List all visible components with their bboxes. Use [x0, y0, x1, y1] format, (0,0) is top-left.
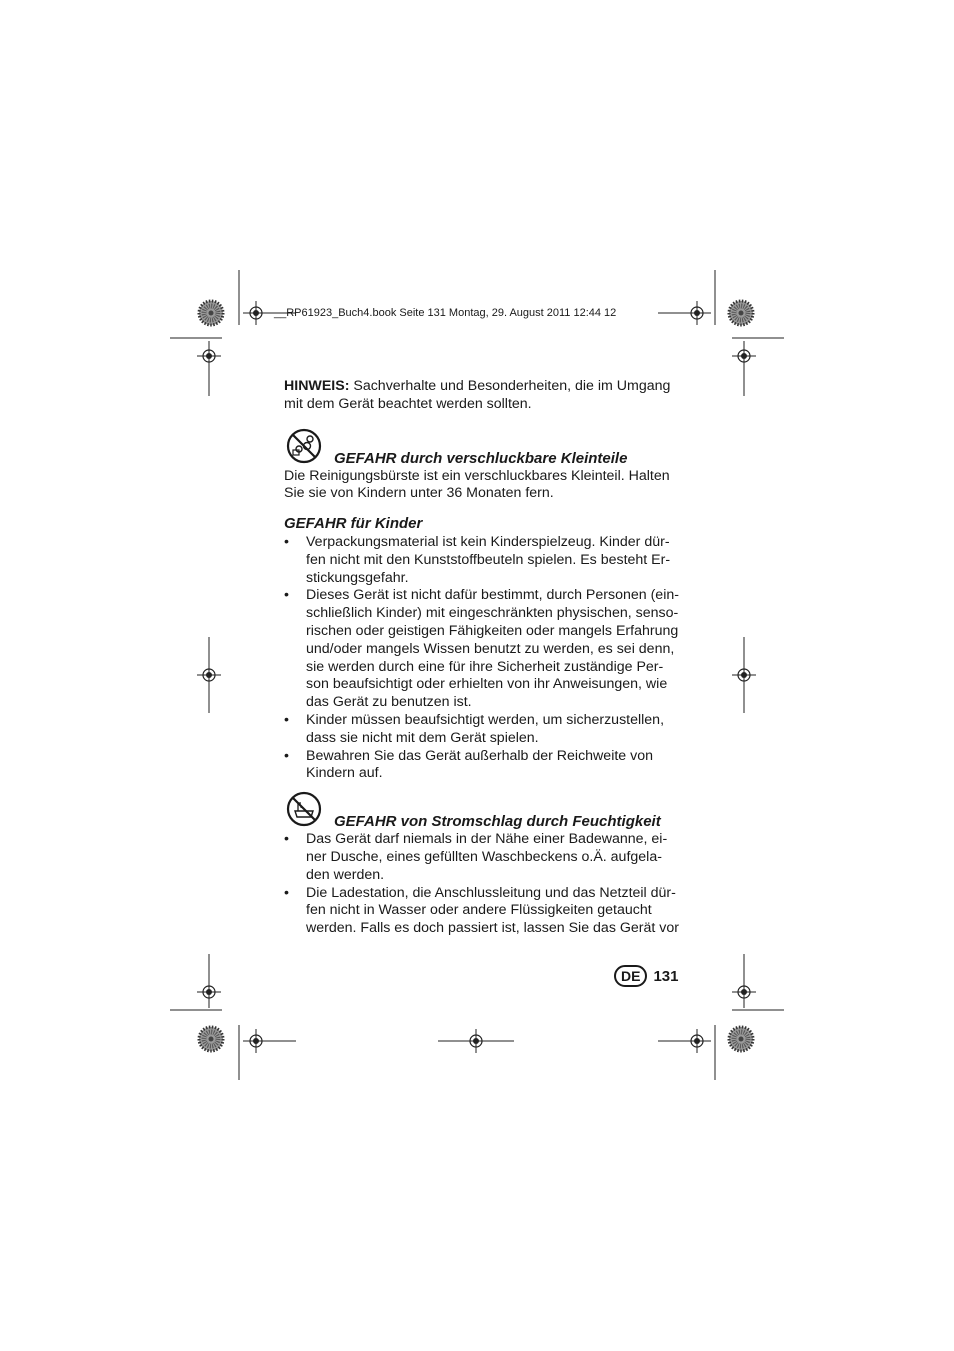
- section-children-title: GEFAHR für Kinder: [284, 515, 423, 533]
- page-footer: [614, 964, 678, 988]
- list-item: • Bewahren Sie das Gerät außerhalb der Reichweite von Kindern auf.: [284, 748, 686, 784]
- section-moisture-list: [284, 831, 686, 938]
- hinweis-label: HINWEIS:: [284, 378, 350, 394]
- section-small-parts-text: Die Reinigungsbürste ist ein verschluckbares Kleinteil. Halten Sie sie von Kindern unter 36 Monaten fern.: [284, 467, 670, 502]
- list-item: • Dieses Gerät ist nicht dafür bestimmt, durch Personen (ein- schließlich Kinder) mit eingeschränkten physischen, senso- rischen oder geistigen Fähigkeiten oder mangels Erfahrung und/oder mangels Wissen benutzt zu werden, es sei denn, sie werden durch eine für ihre Sicherheit zuständige Per- son beaufsichtigt oder erhielten von ihr Anweisungen, wie das Gerät zu benutzen ist.: [284, 587, 686, 712]
- hinweis-text-line2: mit dem Gerät beachtet werden sollten.: [284, 395, 532, 412]
- section-children-list: [284, 534, 686, 783]
- language-badge: DE: [614, 965, 647, 987]
- no-small-parts-icon: [286, 428, 322, 464]
- hinweis-paragraph: [284, 378, 686, 414]
- section-moisture-heading: [284, 791, 686, 831]
- section-small-parts-title: GEFAHR durch verschluckbare Kleinteile: [334, 449, 628, 467]
- list-item: • Die Ladestation, die Anschlussleitung und das Netzteil dür- fen nicht in Wasser oder andere Flüssigkeiten getaucht werden. Falls es doch passiert ist, lassen Sie das Gerät vor: [284, 885, 686, 938]
- no-bathtub-icon: [286, 791, 322, 827]
- hinweis-text: Sachverhalte und Besonderheiten, die im Umgang: [349, 378, 671, 394]
- section-small-parts-heading: [284, 428, 686, 468]
- section-moisture-title: GEFAHR von Stromschlag durch Feuchtigkeit: [334, 813, 661, 831]
- page-content: [284, 378, 686, 938]
- print-header: __RP61923_Buch4.book Seite 131 Montag, 29. August 2011 12:44 12: [274, 307, 617, 319]
- list-item: • Kinder müssen beaufsichtigt werden, um sicherzustellen, dass sie nicht mit dem Gerät spielen.: [284, 712, 686, 748]
- list-item: • Verpackungsmaterial ist kein Kinderspielzeug. Kinder dür- fen nicht mit den Kunststoffbeuteln spielen. Es besteht Er- stickungsgefahr.: [284, 534, 686, 587]
- list-item: • Das Gerät darf niemals in der Nähe einer Badewanne, ei- ner Dusche, eines gefüllten Waschbeckens o.Ä. aufgela- den werden.: [284, 831, 686, 884]
- page-number: 131: [653, 967, 679, 985]
